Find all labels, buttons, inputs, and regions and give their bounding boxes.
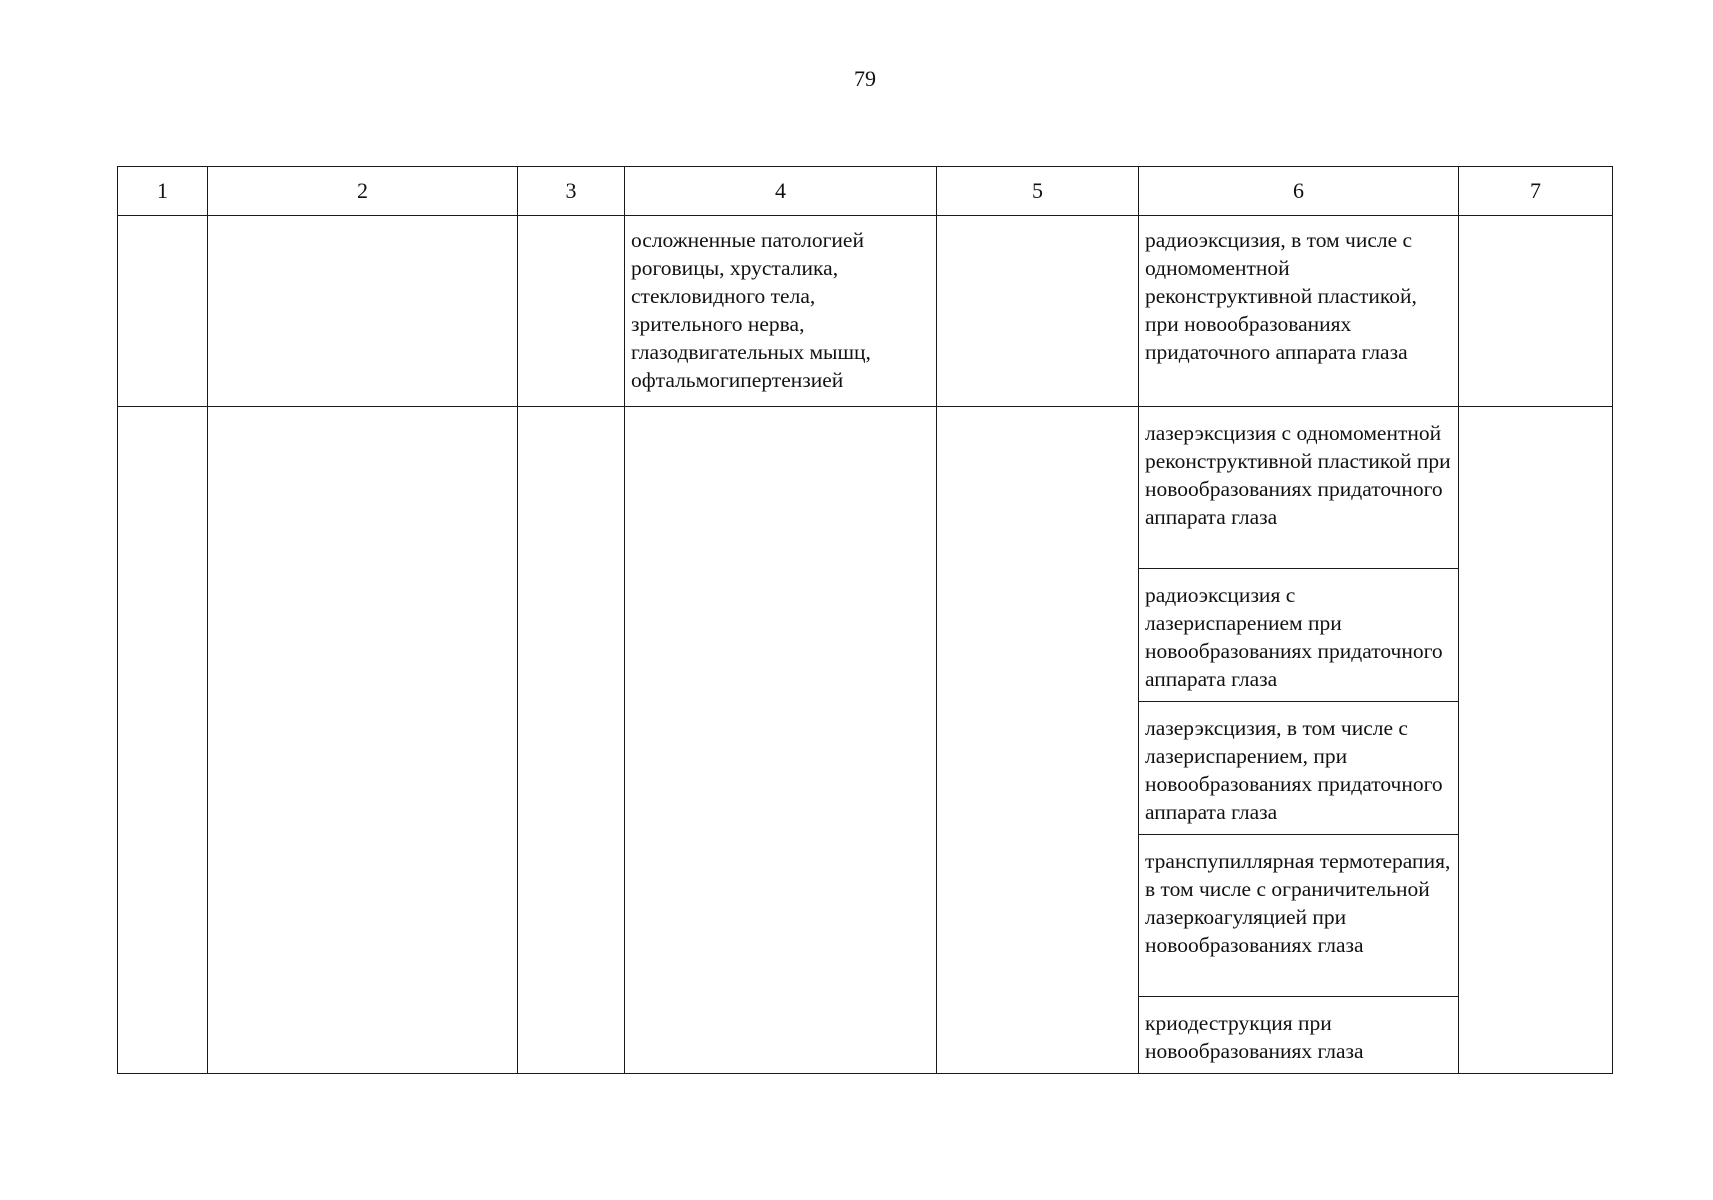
table-cell-empty xyxy=(118,407,208,1074)
column-header-6: 6 xyxy=(1139,167,1459,216)
condition-text: осложненные патологией роговицы, хрусталика, стекловидного тела, зрительного нерва, глазодвигательных мышц, офтальмогипертензией xyxy=(631,228,871,392)
table-cell-empty xyxy=(208,216,518,407)
treatment-text: лазерэксцизия с одномоментной реконструктивной пластикой при новообразованиях придаточного аппарата глаза xyxy=(1139,407,1458,569)
column-header-5: 5 xyxy=(937,167,1139,216)
table-cell-empty xyxy=(937,407,1139,1074)
column-header-2: 2 xyxy=(208,167,518,216)
table-cell-empty xyxy=(1459,407,1613,1074)
treatment-text: транспупиллярная термотерапия, в том числе с ограничительной лазеркоагуляцией при новообразованиях глаза xyxy=(1139,835,1458,997)
table-cell xyxy=(625,216,937,407)
procedures-table xyxy=(117,166,1613,1074)
column-header-3: 3 xyxy=(518,167,625,216)
table-cell-stack xyxy=(1139,407,1459,1074)
treatment-text: лазерэксцизия, в том числе с лазериспарением, при новообразованиях придаточного аппарата глаза xyxy=(1139,702,1458,835)
table-cell-empty xyxy=(518,407,625,1074)
table-row xyxy=(118,216,1613,407)
table-cell-empty xyxy=(1459,216,1613,407)
treatment-text: радиоэксцизия с лазериспарением при новообразованиях придаточного аппарата глаза xyxy=(1139,569,1458,702)
page-number: 79 xyxy=(854,66,876,91)
table-cell-empty xyxy=(518,216,625,407)
column-header-7: 7 xyxy=(1459,167,1613,216)
table-cell-empty xyxy=(625,407,937,1074)
table-row xyxy=(118,407,1613,1074)
header-row xyxy=(118,167,1613,216)
table-cell-empty xyxy=(118,216,208,407)
column-header-4: 4 xyxy=(625,167,937,216)
treatment-text: радиоэксцизия, в том числе с одномоментной реконструктивной пластикой, при новообразованиях придаточного аппарата глаза xyxy=(1145,228,1417,364)
table-cell-empty xyxy=(937,216,1139,407)
table-cell-empty xyxy=(208,407,518,1074)
column-header-1: 1 xyxy=(118,167,208,216)
treatment-text: криодеструкция при новообразованиях глаза xyxy=(1145,1011,1364,1063)
table-cell xyxy=(1139,216,1459,407)
